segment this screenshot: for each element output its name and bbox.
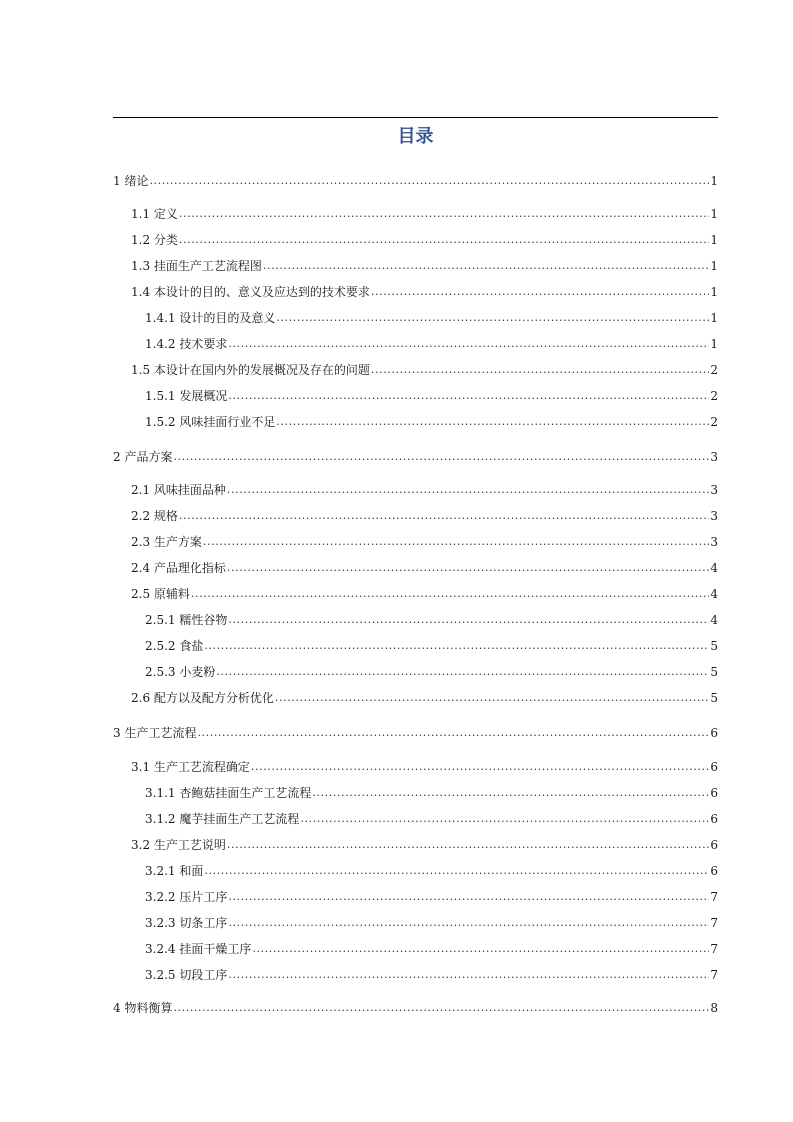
toc-entry[interactable] — [131, 362, 718, 378]
toc-entry[interactable] — [131, 508, 718, 524]
toc-page-number: 4 — [710, 613, 718, 627]
toc-title: 目录 — [397, 126, 434, 147]
toc-page-number: 7 — [710, 890, 718, 904]
toc-page-number: 8 — [710, 1001, 718, 1015]
toc-entry-title: 3 生产工艺流程 — [113, 726, 197, 740]
toc-entry[interactable] — [113, 449, 718, 465]
toc-dot-leader — [251, 759, 709, 775]
toc-page-number: 7 — [710, 916, 718, 930]
toc-page-number: 2 — [710, 363, 718, 377]
toc-page-number: 6 — [710, 812, 718, 826]
toc-entry[interactable] — [145, 664, 718, 680]
toc-dot-leader — [371, 362, 709, 378]
toc-entry-title: 2.5.1 糯性谷物 — [145, 613, 228, 627]
toc-entry-title: 2.6 配方以及配方分析优化 — [131, 691, 274, 705]
toc-entry-title: 3.1.1 杏鲍菇挂面生产工艺流程 — [145, 786, 312, 800]
toc-dot-leader — [179, 232, 709, 248]
toc-entry-title: 1.4 本设计的目的、意义及应达到的技术要求 — [131, 285, 370, 299]
toc-entry[interactable] — [131, 206, 718, 222]
toc-entry-title: 2.4 产品理化指标 — [131, 561, 226, 575]
toc-page-number: 6 — [710, 864, 718, 878]
toc-entry-title: 2.5.3 小麦粉 — [145, 665, 216, 679]
toc-page-number: 1 — [710, 174, 718, 188]
toc-entry-title: 3.2 生产工艺说明 — [131, 838, 226, 852]
toc-entry[interactable] — [145, 785, 718, 801]
toc-dot-leader — [203, 534, 709, 550]
toc-entry[interactable] — [131, 690, 718, 706]
toc-entry[interactable] — [131, 534, 718, 550]
toc-entry-title: 3.2.1 和面 — [145, 864, 204, 878]
toc-page-number: 7 — [710, 968, 718, 982]
toc-entry-title: 2.3 生产方案 — [131, 535, 202, 549]
toc-dot-leader — [227, 837, 709, 853]
toc-dot-leader — [179, 508, 709, 524]
toc-dot-leader — [179, 206, 709, 222]
toc-entry[interactable] — [131, 284, 718, 300]
toc-entry-title: 1 绪论 — [113, 174, 149, 188]
toc-dot-leader — [276, 414, 709, 430]
toc-entry[interactable] — [131, 759, 718, 775]
toc-page-number: 3 — [710, 450, 718, 464]
toc-entry-title: 1.3 挂面生产工艺流程图 — [131, 259, 262, 273]
toc-page-number: 7 — [710, 942, 718, 956]
toc-page-number: 4 — [710, 561, 718, 575]
toc-dot-leader — [227, 560, 709, 576]
toc-entry-title: 2 产品方案 — [113, 450, 173, 464]
toc-entry-title: 2.2 规格 — [131, 509, 178, 523]
toc-entry[interactable] — [131, 837, 718, 853]
toc-page-number: 5 — [710, 665, 718, 679]
toc-entry[interactable] — [145, 811, 718, 827]
toc-entry-title: 3.2.3 切条工序 — [145, 916, 228, 930]
toc-entry-title: 1.4.2 技术要求 — [145, 337, 228, 351]
toc-page-number: 5 — [710, 691, 718, 705]
toc-entry-title: 4 物料衡算 — [113, 1001, 173, 1015]
toc-page-number: 1 — [710, 337, 718, 351]
toc-entry-title: 1.5.1 发展概况 — [145, 389, 228, 403]
toc-entry-title: 3.2.2 压片工序 — [145, 890, 228, 904]
toc-entry[interactable] — [145, 336, 718, 352]
toc-page-number: 4 — [710, 587, 718, 601]
toc-dot-leader — [228, 336, 709, 352]
toc-entry[interactable] — [145, 414, 718, 430]
toc-page-number: 1 — [710, 259, 718, 273]
toc-entry-title: 1.4.1 设计的目的及意义 — [145, 311, 276, 325]
toc-entry[interactable] — [145, 388, 718, 404]
toc-entry-title: 2.5.2 食盐 — [145, 639, 204, 653]
toc-entry[interactable] — [131, 232, 718, 248]
toc-dot-leader — [300, 811, 709, 827]
toc-page-number: 1 — [710, 311, 718, 325]
toc-dot-leader — [228, 612, 709, 628]
toc-entry-title: 3.2.4 挂面干燥工序 — [145, 942, 252, 956]
toc-dot-leader — [263, 258, 709, 274]
toc-page-number: 6 — [710, 760, 718, 774]
toc-entry-title: 3.2.5 切段工序 — [145, 968, 228, 982]
toc-page-number: 3 — [710, 509, 718, 523]
toc-dot-leader — [191, 586, 709, 602]
toc-entry[interactable] — [145, 638, 718, 654]
toc-dot-leader — [228, 889, 709, 905]
toc-dot-leader — [228, 967, 709, 983]
toc-entry-title: 3.1 生产工艺流程确定 — [131, 760, 250, 774]
toc-entry-title: 1.5 本设计在国内外的发展概况及存在的问题 — [131, 363, 370, 377]
toc-page-number: 3 — [710, 535, 718, 549]
toc-dot-leader — [173, 449, 709, 465]
toc-page-number: 6 — [710, 726, 718, 740]
toc-dot-leader — [371, 284, 709, 300]
toc-dot-leader — [275, 690, 709, 706]
toc-dot-leader — [173, 1000, 709, 1016]
toc-dot-leader — [276, 310, 709, 326]
toc-dot-leader — [204, 638, 709, 654]
toc-entry[interactable] — [145, 889, 718, 905]
toc-entry-title: 1.1 定义 — [131, 207, 178, 221]
toc-entry-title: 1.2 分类 — [131, 233, 178, 247]
toc-page-number: 1 — [710, 207, 718, 221]
toc-dot-leader — [227, 482, 709, 498]
toc-page-number: 1 — [710, 233, 718, 247]
toc-entry[interactable] — [131, 258, 718, 274]
toc-dot-leader — [216, 664, 709, 680]
toc-page-number: 6 — [710, 786, 718, 800]
toc-page-number: 5 — [710, 639, 718, 653]
toc-page-number: 2 — [710, 415, 718, 429]
toc-dot-leader — [252, 941, 709, 957]
toc-page-number: 3 — [710, 483, 718, 497]
toc-dot-leader — [312, 785, 709, 801]
toc-dot-leader — [149, 173, 709, 189]
toc-entry[interactable] — [131, 560, 718, 576]
toc-dot-leader — [228, 915, 709, 931]
toc-entry[interactable] — [145, 612, 718, 628]
toc-page-number: 6 — [710, 838, 718, 852]
toc-entry[interactable] — [145, 863, 718, 879]
toc-entry[interactable] — [131, 482, 718, 498]
toc-dot-leader — [204, 863, 709, 879]
toc-dot-leader — [197, 725, 709, 741]
toc-entry-title: 2.1 风味挂面品种 — [131, 483, 226, 497]
toc-entry-title: 3.1.2 魔芋挂面生产工艺流程 — [145, 812, 300, 826]
toc-entry[interactable] — [145, 310, 718, 326]
toc-entry[interactable] — [113, 1000, 718, 1016]
toc-entry[interactable] — [145, 915, 718, 931]
toc-entry-title: 1.5.2 风味挂面行业不足 — [145, 415, 276, 429]
toc-entry[interactable] — [145, 941, 718, 957]
toc-dot-leader — [228, 388, 709, 404]
toc-entry[interactable] — [131, 586, 718, 602]
toc-entry[interactable] — [113, 725, 718, 741]
toc-page-number: 1 — [710, 285, 718, 299]
toc-page-number: 2 — [710, 389, 718, 403]
toc-entry[interactable] — [113, 173, 718, 189]
toc-entry-title: 2.5 原辅料 — [131, 587, 190, 601]
toc-entry[interactable] — [145, 967, 718, 983]
